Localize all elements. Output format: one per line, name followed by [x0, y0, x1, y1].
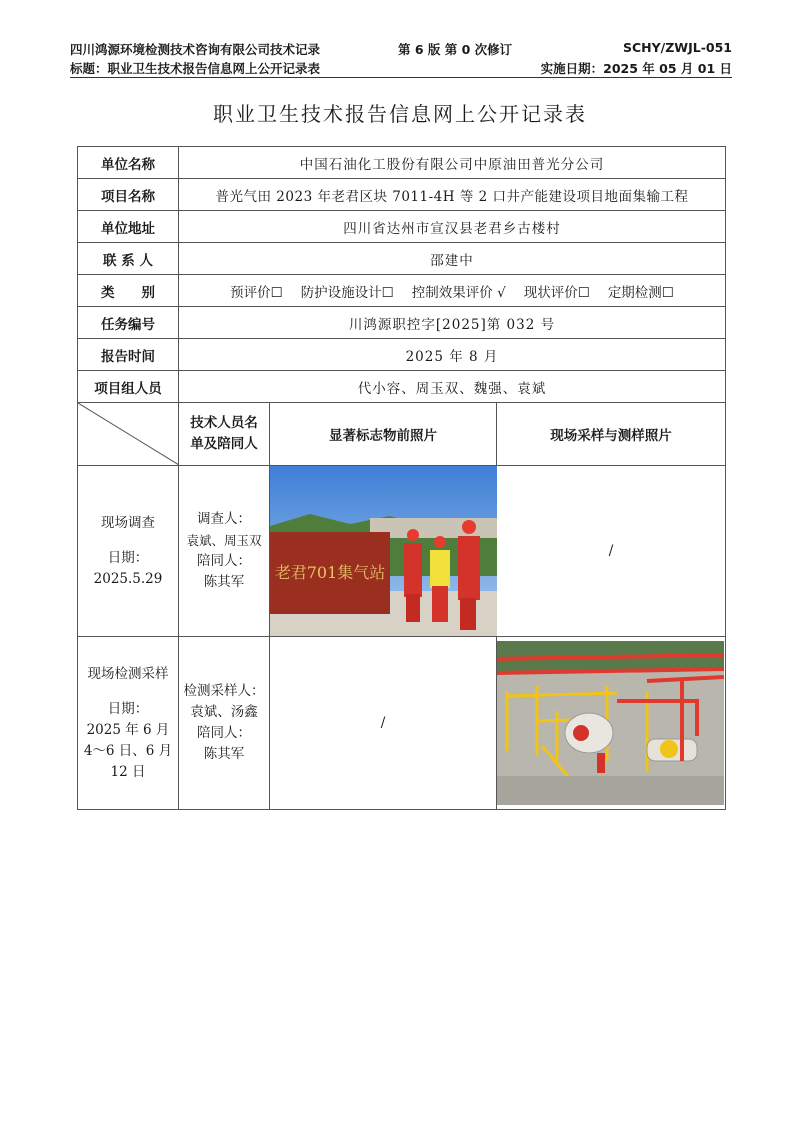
table-row: [78, 275, 726, 307]
row-label: 报告时间: [78, 339, 179, 371]
option-status-evaluation: 现状评价☐: [523, 284, 590, 301]
sampling-landmark-photo-cell: /: [270, 637, 497, 810]
survey-sampling-photo-cell: /: [497, 466, 726, 637]
sampling-date-line1: 2025 年 6 月: [86, 721, 170, 738]
table-row: [78, 307, 726, 339]
row-label: 联 系 人: [78, 243, 179, 275]
table-row: [78, 371, 726, 403]
document-title: 职业卫生技术报告信息网上公开记录表: [213, 102, 587, 126]
sampling-staff-cell: [179, 637, 270, 810]
option-pre-evaluation: 预评价☐: [230, 284, 283, 301]
row-value: 四川省达州市宣汉县老君乡古楼村: [179, 211, 726, 243]
header-divider: [70, 77, 732, 78]
header-line-2: [70, 59, 732, 77]
sampling-row: [78, 637, 726, 810]
sampling-stage: 现场检测采样: [87, 665, 169, 682]
sampler-label: 检测采样人：: [183, 683, 265, 699]
company-record-title: 四川鸿源环境检测技术咨询有限公司技术记录: [70, 42, 321, 57]
row-value: 邵建中: [179, 243, 726, 275]
photo-header-row: [78, 403, 726, 466]
investigators: 袁斌、周玉双: [186, 533, 262, 548]
survey-stage-cell: [78, 466, 179, 637]
companion: 陈其军: [203, 746, 245, 762]
table-row: [78, 243, 726, 275]
sampling-photo-header: 现场采样与测样照片: [497, 403, 726, 466]
record-table: [77, 146, 726, 810]
samplers: 袁斌、汤鑫: [190, 704, 258, 720]
document-code: SCHY/ZWJL-051: [622, 40, 732, 55]
landmark-photo-header: 显著标志物前照片: [270, 403, 497, 466]
survey-date-label: 日期：: [107, 549, 149, 566]
sampling-date-line2: 4～6 日、6 月: [83, 742, 173, 759]
option-periodic-testing: 定期检测☐: [607, 284, 674, 301]
companion-label: 陪同人：: [197, 725, 251, 741]
table-row: [78, 147, 726, 179]
landmark-photo: [270, 466, 497, 636]
row-value: 2025 年 8 月: [179, 339, 726, 371]
sampling-date-label: 日期：: [107, 700, 149, 717]
sampling-date-line3: 12 日: [110, 763, 146, 780]
companion: 陈其军: [203, 574, 245, 590]
survey-staff-cell: [179, 466, 270, 637]
header-line-1: [70, 40, 732, 58]
table-row: [78, 179, 726, 211]
sampling-photo: [497, 641, 724, 805]
staff-header: 技术人员名 单及陪同人: [179, 403, 270, 466]
row-value: 代小容、周玉双、魏强、袁斌: [179, 371, 726, 403]
category-options: [179, 275, 726, 307]
row-label: 单位地址: [78, 211, 179, 243]
sampling-photo-cell: [497, 637, 726, 810]
category-label: 类 别: [78, 275, 179, 307]
investigator-label: 调查人：: [197, 511, 251, 527]
row-label: 项目名称: [78, 179, 179, 211]
row-label: 单位名称: [78, 147, 179, 179]
survey-stage: 现场调查: [101, 514, 155, 531]
option-control-effect: 控制效果评价 √: [411, 284, 506, 301]
svg-text:老君701集气站: 老君701集气站: [274, 563, 386, 582]
option-protection-design: 防护设施设计☐: [300, 284, 394, 301]
effective-date: 实施日期：2025 年 05 月 01 日: [540, 61, 732, 76]
table-row: [78, 339, 726, 371]
row-label: 任务编号: [78, 307, 179, 339]
companion-label: 陪同人：: [197, 553, 251, 569]
row-value: 普光气田 2023 年老君区块 7011-4H 等 2 口井产能建设项目地面集输工程: [179, 179, 726, 211]
subject-label: 标题：职业卫生技术报告信息网上公开记录表: [70, 61, 321, 76]
row-value: 川鸿源职控字[2025]第 032 号: [179, 307, 726, 339]
row-label: 项目组人员: [78, 371, 179, 403]
landmark-photo-cell: [270, 466, 497, 637]
revision-label: 第 6 版 第 0 次修订: [398, 42, 513, 57]
sampling-stage-cell: [78, 637, 179, 810]
survey-date: 2025.5.29: [93, 570, 163, 587]
survey-row: [78, 466, 726, 637]
table-row: [78, 211, 726, 243]
diagonal-cell: [78, 403, 179, 466]
row-value: 中国石油化工股份有限公司中原油田普光分公司: [179, 147, 726, 179]
